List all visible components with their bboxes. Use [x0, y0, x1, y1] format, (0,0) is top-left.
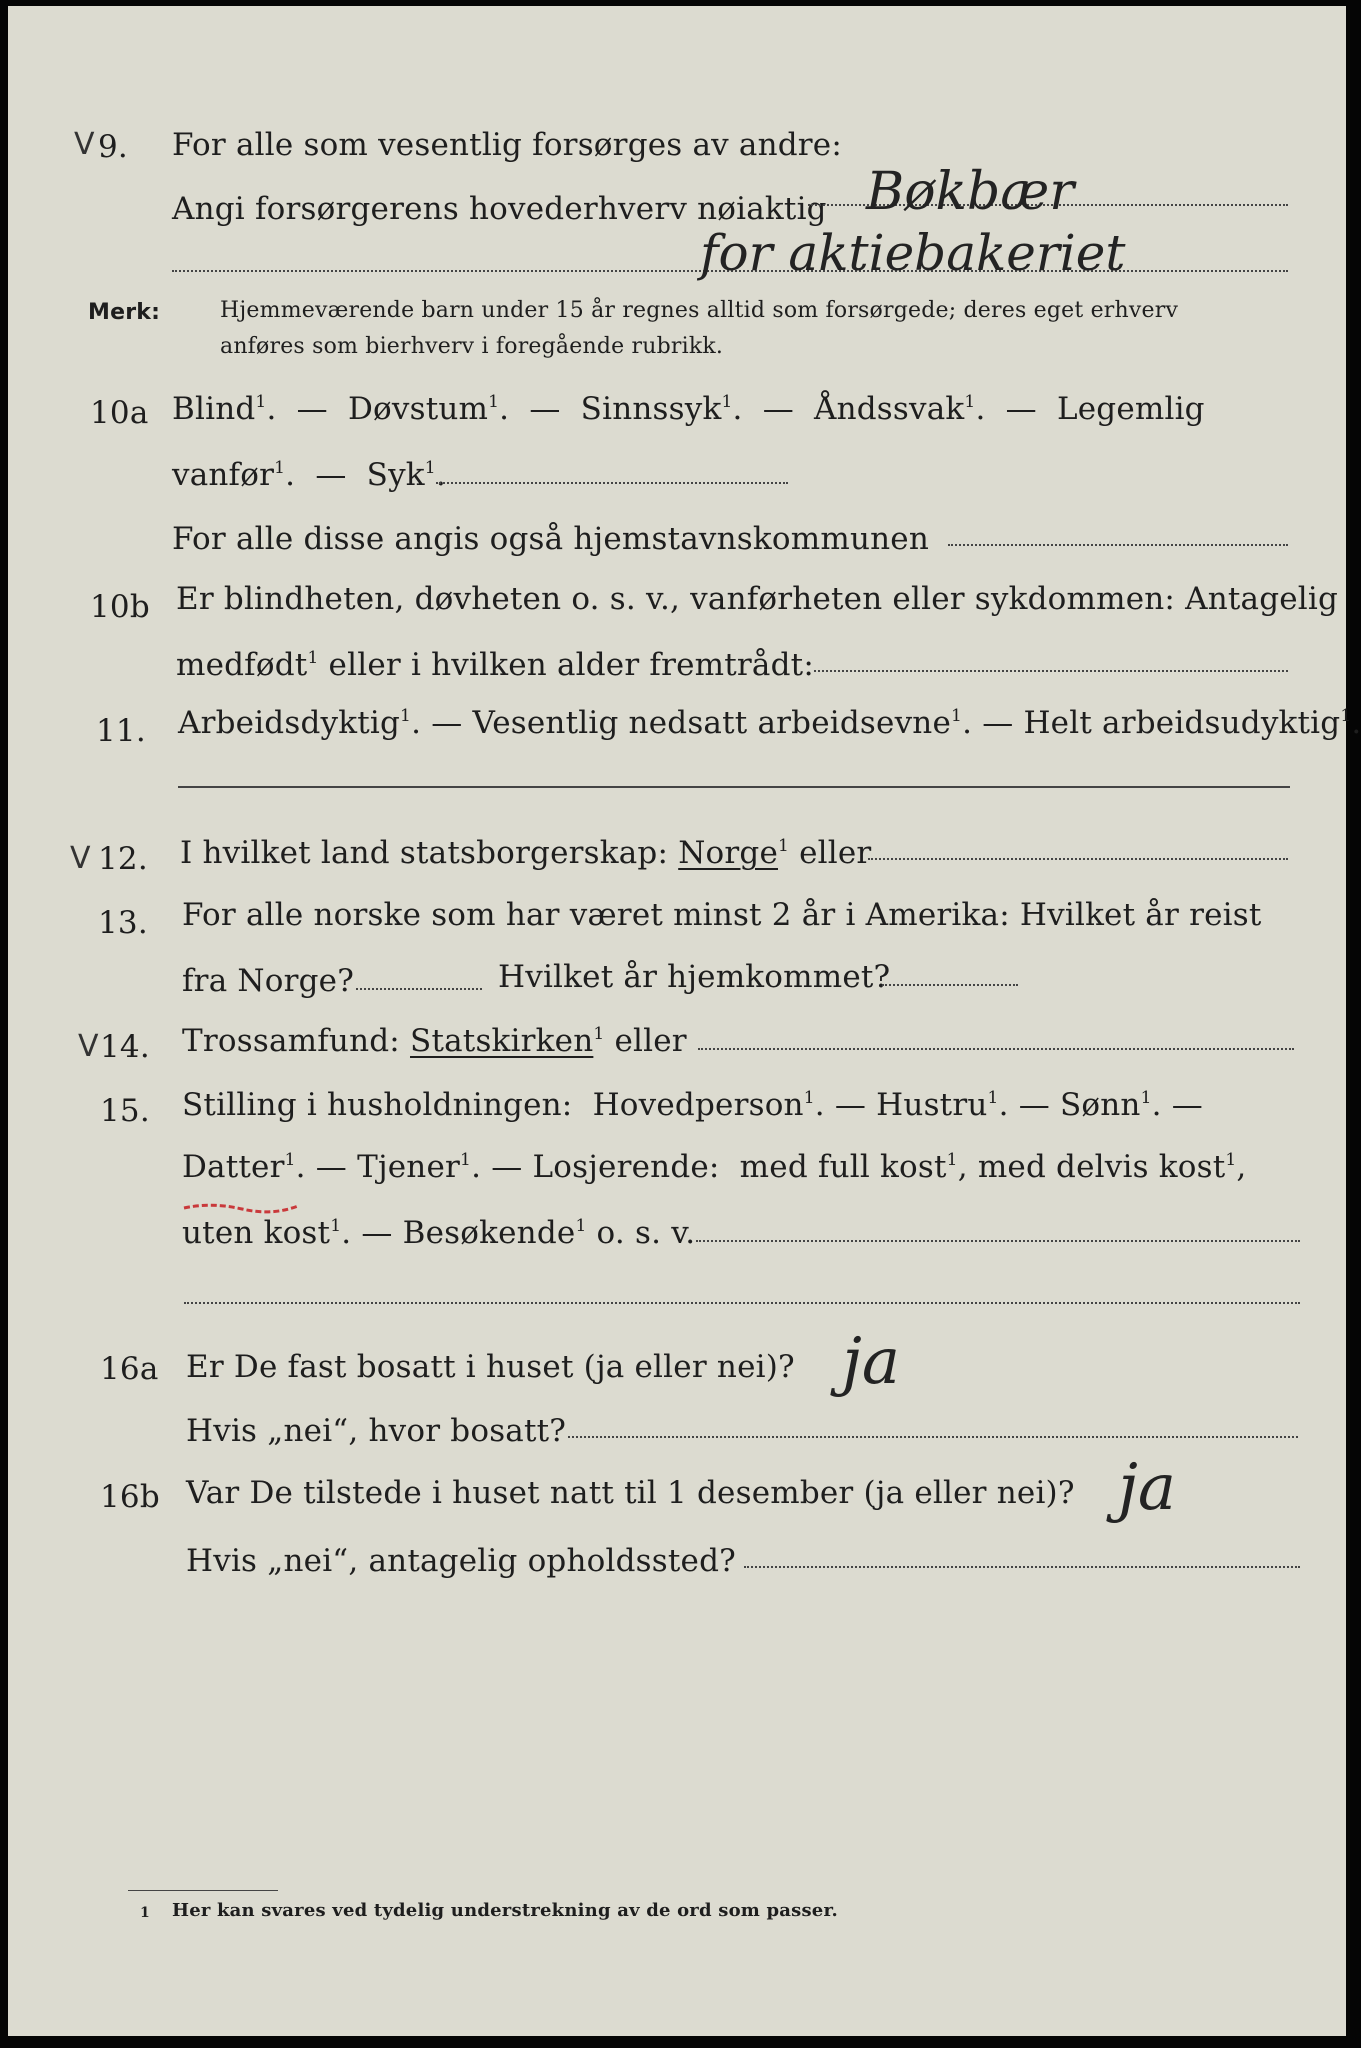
q9-question: For alle som vesentlig forsørges av andre:	[172, 127, 842, 163]
q10a-options-line-2: vanfør$^1$. — Syk$^1$.	[172, 457, 446, 493]
q9-handwritten-answer-1: Bøkbær	[866, 162, 1075, 222]
q14-question: Trossamfund: Statskirken$^1$ eller	[182, 1023, 687, 1059]
q10a-home-municipality-label: For alle disse angis også hjemstavnskommunen	[172, 521, 929, 557]
option-blind[interactable]: Blind	[172, 391, 256, 427]
q15-line-1: Stilling i husholdningen: Hovedperson$^1$. — Hustru$^1$. — Sønn$^1$. —	[182, 1087, 1203, 1123]
option-dovstum[interactable]: Døvstum	[347, 391, 489, 427]
q11-answer-line	[178, 786, 1290, 788]
red-pencil-mark	[182, 1200, 302, 1216]
q16b-answer-line	[744, 1566, 1300, 1568]
q15-line-2: Datter$^1$. — Tjener$^1$. — Losjerende: med full kost$^1$, med delvis kost$^1$,	[182, 1149, 1247, 1185]
q13-year-left-line	[356, 988, 482, 990]
q15-line-3: uten kost$^1$. — Besøkende$^1$ o. s. v.	[182, 1215, 696, 1251]
q15-answer-line-2	[184, 1302, 1300, 1304]
q10a-municipality-line	[948, 544, 1288, 546]
q10b-number: 10b	[90, 589, 150, 625]
option-andssvak[interactable]: Åndssvak	[814, 391, 965, 427]
option-med-full-kost[interactable]: med full kost	[739, 1149, 947, 1185]
q16a-answer-line	[568, 1436, 1298, 1438]
merk-note-line-1: Hjemmeværende barn under 15 år regnes alltid som forsørgede; deres eget erhverv	[220, 298, 1179, 323]
q11-number: 11.	[96, 713, 146, 749]
option-hustru[interactable]: Hustru	[876, 1087, 988, 1123]
census-form-page	[8, 6, 1361, 2036]
option-uten-kost[interactable]: uten kost	[182, 1215, 331, 1251]
q10b-answer-line	[814, 670, 1288, 672]
q15-number: 15.	[100, 1093, 150, 1129]
q13-question: For alle norske som har været minst 2 år i Amerika: Hvilket år reist	[182, 897, 1262, 933]
q10b-line-2: medfødt$^1$ eller i hvilken alder fremtrådt:	[176, 647, 814, 683]
q10b-question: Er blindheten, døvheten o. s. v., vanførheten eller sykdommen: Antagelig	[176, 581, 1339, 617]
check-mark: V	[78, 1029, 99, 1064]
q16b-question: Var De tilstede i huset natt til 1 desember (ja eller nei)?	[186, 1475, 1075, 1511]
merk-label: Merk:	[88, 300, 161, 325]
option-nedsatt-arbeidsevne[interactable]: Vesentlig nedsatt arbeidsevne	[472, 705, 952, 741]
option-sinnssyk[interactable]: Sinnssyk	[580, 391, 722, 427]
q16a-where-label: Hvis „nei“, hvor bosatt?	[186, 1413, 567, 1449]
option-sonn[interactable]: Sønn	[1059, 1087, 1141, 1123]
check-mark: V	[74, 127, 95, 162]
option-hovedperson[interactable]: Hovedperson	[592, 1087, 804, 1123]
option-legemlig[interactable]: Legemlig	[1056, 391, 1205, 427]
option-datter[interactable]: Datter	[182, 1149, 285, 1185]
q13-returned-label: Hvilket år hjemkommet?	[498, 959, 891, 995]
q9-occupation-label: Angi forsørgerens hovederhverv nøiaktig	[172, 191, 827, 227]
q9-number: 9.	[98, 129, 128, 165]
option-statskirken-underlined[interactable]: Statskirken	[410, 1023, 594, 1059]
q12-question: I hvilket land statsborgerskap: Norge$^1$ eller	[180, 835, 872, 871]
q9-handwritten-answer-2: for aktiebakeriet	[700, 224, 1126, 282]
q16a-handwritten-answer: ja	[842, 1325, 900, 1399]
footnote-marker: 1	[140, 1905, 150, 1921]
option-arbeidsdyktig[interactable]: Arbeidsdyktig	[178, 705, 401, 741]
merk-note-line-2: anføres som bierhverv i foregående rubrikk.	[220, 334, 724, 359]
option-tjener[interactable]: Tjener	[357, 1149, 461, 1185]
check-mark: V	[70, 841, 91, 876]
footnote-text: Her kan svares ved tydelig understrekning av de ord som passer.	[172, 1900, 838, 1921]
option-syk[interactable]: Syk	[366, 457, 425, 493]
q13-year-returned-line	[882, 984, 1018, 986]
q13-from-norway-label: fra Norge?	[182, 963, 355, 999]
q14-answer-line	[698, 1048, 1294, 1050]
option-besokende[interactable]: Besøkende	[402, 1215, 576, 1251]
q12-number: 12.	[98, 841, 148, 877]
q10a-answer-line	[436, 482, 788, 484]
q14-number: 14.	[100, 1029, 150, 1065]
option-arbeidsudyktig[interactable]: Helt arbeidsudyktig	[1023, 705, 1341, 741]
q16a-question: Er De fast bosatt i huset (ja eller nei)?	[186, 1349, 795, 1385]
q16b-handwritten-answer: ja	[1118, 1451, 1176, 1525]
q16b-whereabouts-label: Hvis „nei“, antagelig opholdssted?	[186, 1543, 736, 1579]
footnote-rule	[128, 1890, 278, 1891]
q15-answer-line-1	[696, 1240, 1300, 1242]
q16b-number: 16b	[100, 1479, 160, 1515]
option-norge-underlined[interactable]: Norge	[678, 835, 778, 871]
q13-number: 13.	[98, 905, 148, 941]
option-medfodt[interactable]: medfødt	[176, 647, 308, 683]
q10a-number: 10a	[90, 395, 149, 431]
q16a-number: 16a	[100, 1351, 159, 1387]
option-med-delvis-kost[interactable]: med delvis kost	[977, 1149, 1226, 1185]
q12-answer-line	[868, 858, 1288, 860]
q11-options: Arbeidsdyktig$^1$. — Vesentlig nedsatt arbeidsevne$^1$. — Helt arbeidsudyktig$^1$.	[178, 705, 1361, 741]
q10a-options-line-1: Blind$^1$. — Døvstum$^1$. — Sinnssyk$^1$. — Åndssvak$^1$. — Legemlig	[172, 391, 1205, 427]
option-vanfor[interactable]: vanfør	[172, 457, 275, 493]
